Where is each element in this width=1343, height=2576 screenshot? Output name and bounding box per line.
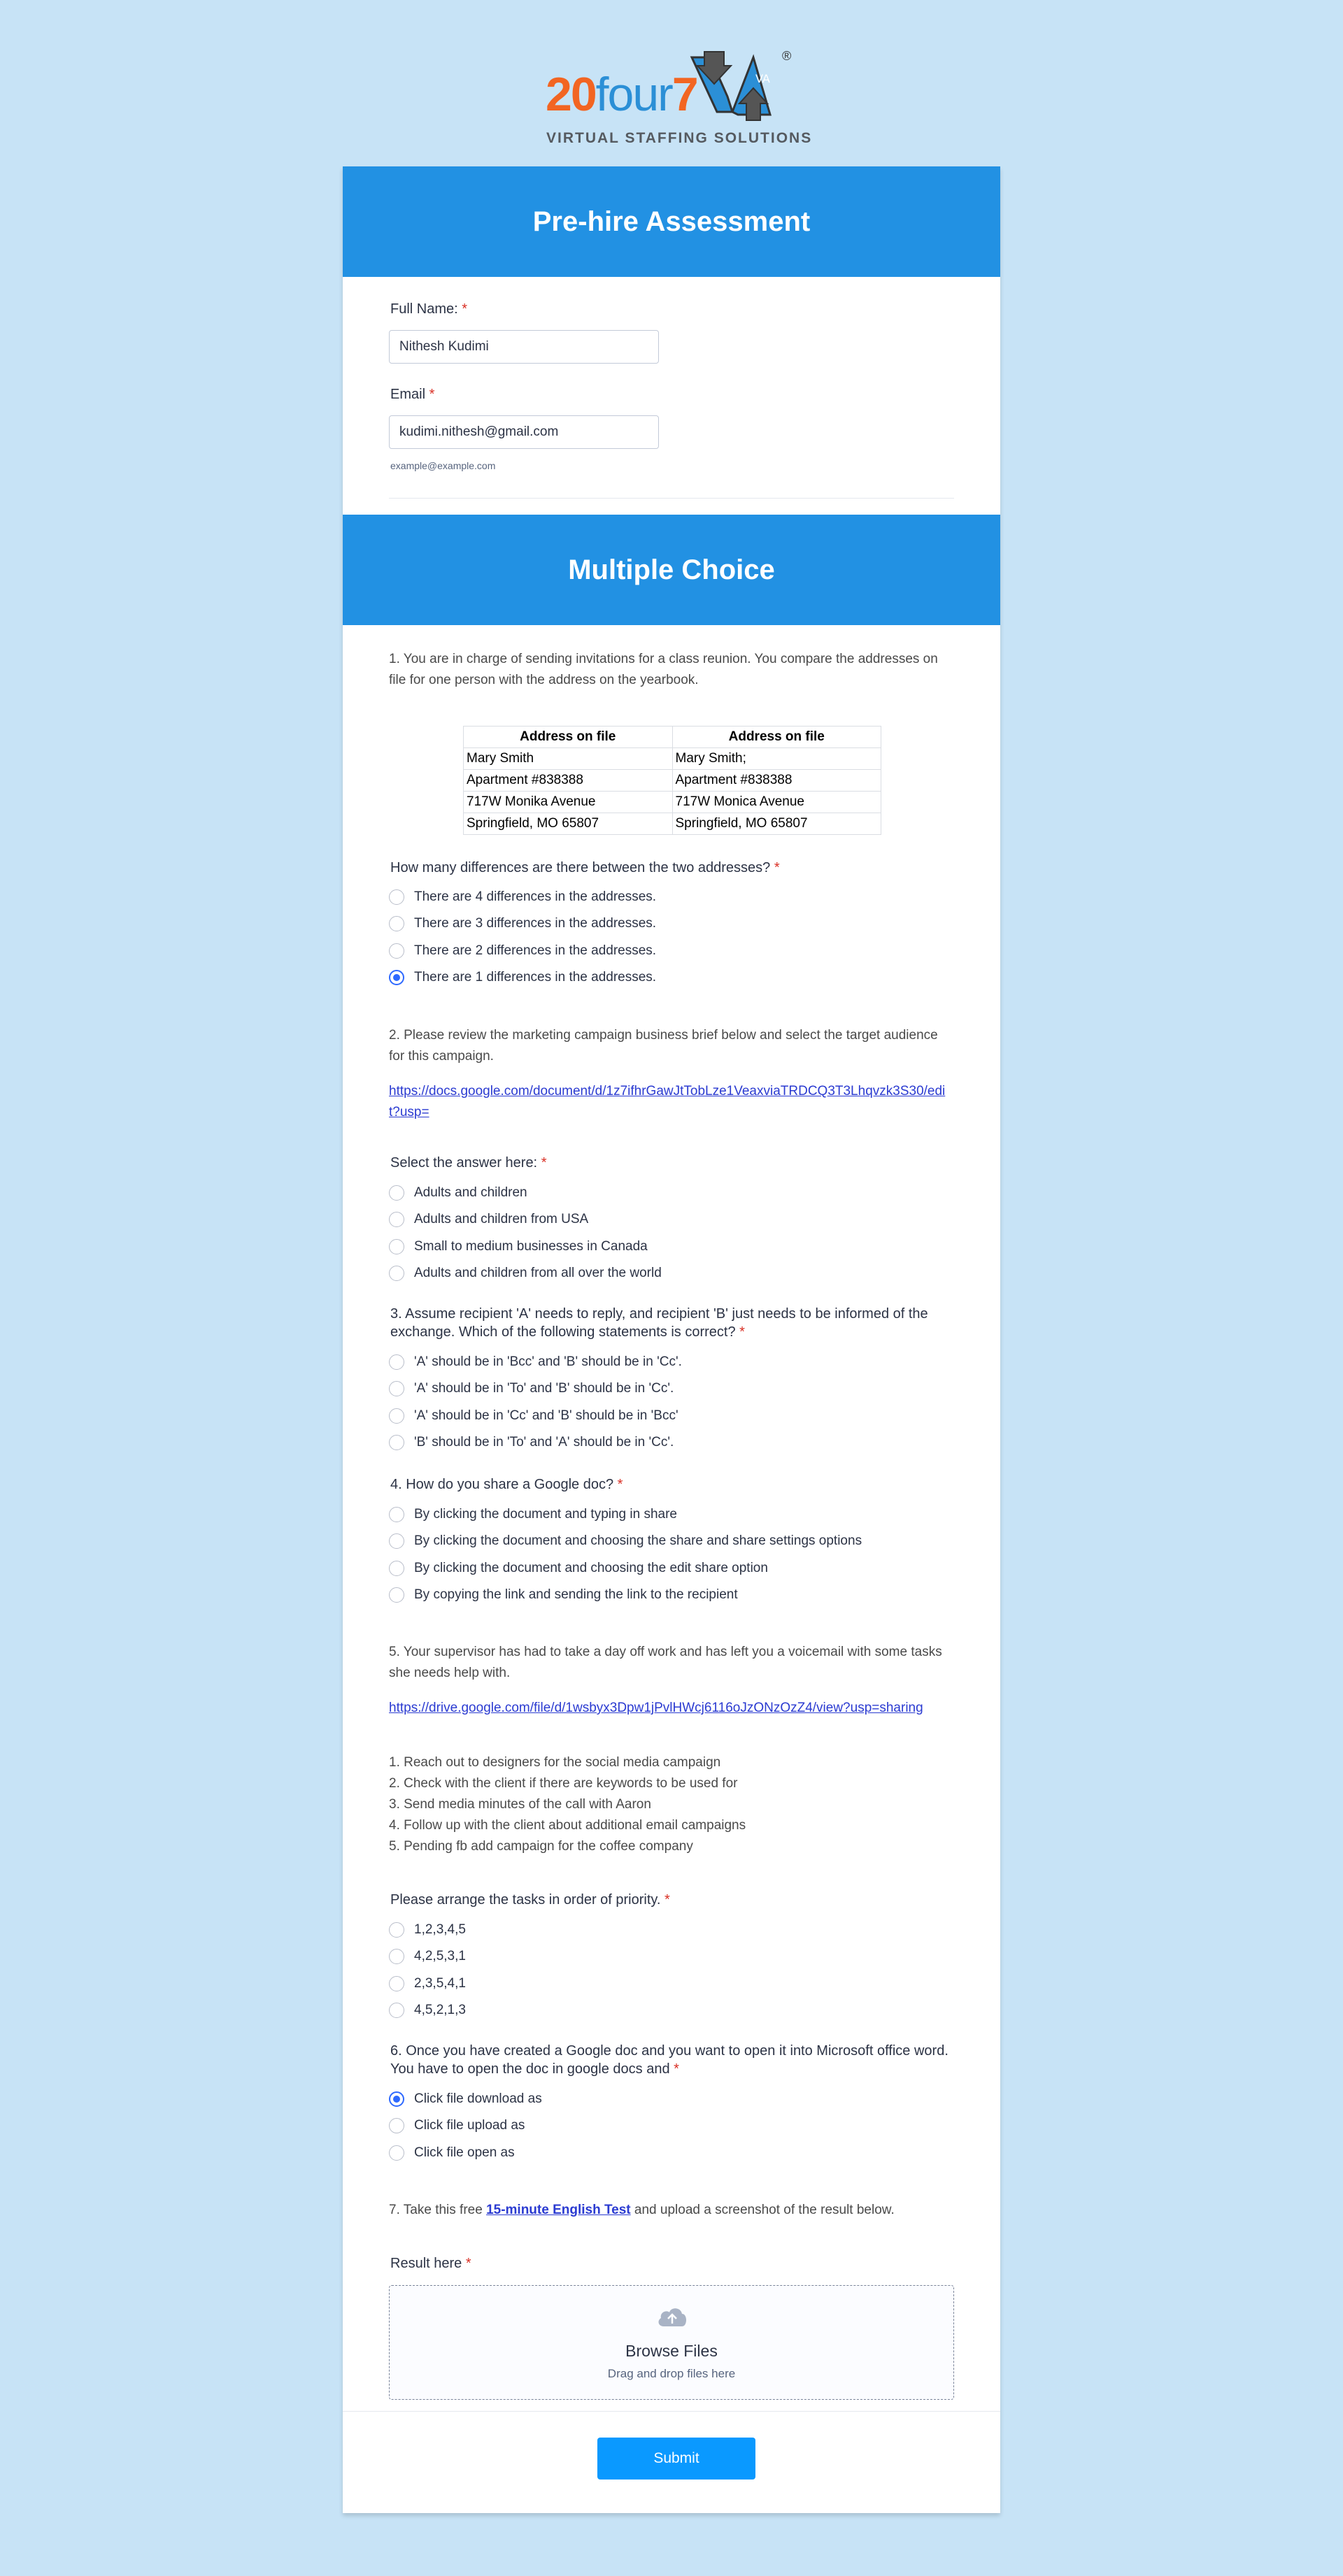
list-item: 2. Check with the client if there are keywords to be used for (389, 1776, 738, 1791)
q1-option[interactable]: There are 4 differences in the addresses. (389, 887, 656, 907)
table-cell: Apartment #838388 (672, 770, 881, 792)
table-cell: Springfield, MO 65807 (672, 813, 881, 835)
registered-mark: ® (782, 49, 792, 63)
q2-intro: 2. Please review the marketing campaign business brief below and select the target audience for this campaign. (389, 1028, 938, 1064)
q2-link[interactable]: https://docs.google.com/document/d/1z7ifhrGawJtTobLze1VeaxviaTRDCQ3T3Lhqvzk3S30/edit?usp= (389, 1084, 946, 1119)
radio-button-checked[interactable] (389, 2091, 404, 2107)
cloud-upload-icon (655, 2304, 689, 2329)
radio-button[interactable] (389, 1561, 404, 1576)
form-card (343, 166, 1000, 2513)
radio-button[interactable] (389, 889, 404, 905)
radio-button[interactable] (389, 1435, 404, 1450)
q4-option[interactable]: By clicking the document and choosing the edit share option (389, 1559, 768, 1578)
table-cell: 717W Monica Avenue (672, 792, 881, 813)
table-cell: 717W Monika Avenue (464, 792, 673, 813)
q6-option[interactable]: Click file upload as (389, 2116, 525, 2135)
divider (343, 2411, 1000, 2412)
q5-question: Please arrange the tasks in order of priority. * (390, 1892, 670, 1908)
browse-files-button[interactable]: Browse Files (625, 2342, 718, 2360)
radio-button[interactable] (389, 1381, 404, 1396)
email-label: Email * (390, 387, 435, 402)
table-row (464, 748, 881, 770)
list-item: 4. Follow up with the client about additional email campaigns (389, 1818, 746, 1833)
radio-button[interactable] (389, 1949, 404, 1964)
section-header (343, 515, 1000, 625)
list-item: 1. Reach out to designers for the social media campaign (389, 1755, 721, 1770)
q5-option[interactable]: 2,3,5,4,1 (389, 1974, 466, 1994)
table-cell: Mary Smith; (672, 748, 881, 770)
drag-drop-hint: Drag and drop files here (607, 2367, 736, 2380)
q7-question: Result here * (390, 2256, 471, 2271)
q1-option[interactable]: There are 2 differences in the addresses. (389, 941, 656, 961)
brand-logo (542, 48, 813, 152)
radio-button-checked[interactable] (389, 970, 404, 985)
q4-option[interactable]: By clicking the document and choosing the share and share settings options (389, 1531, 862, 1551)
q1-option[interactable]: There are 3 differences in the addresses. (389, 914, 656, 933)
radio-button[interactable] (389, 1922, 404, 1938)
english-test-link[interactable]: 15-minute English Test (486, 2203, 631, 2217)
radio-button[interactable] (389, 1587, 404, 1603)
table-cell: Springfield, MO 65807 (464, 813, 673, 835)
q1-question: How many differences are there between the two addresses? * (390, 860, 780, 875)
radio-button[interactable] (389, 2145, 404, 2161)
q5-link[interactable]: https://drive.google.com/file/d/1wsbyx3Dpw1jPvlHWcj6116oJzONzOzZ4/view?usp=sharing (389, 1701, 923, 1715)
q5-option[interactable]: 1,2,3,4,5 (389, 1920, 466, 1940)
q3-option[interactable]: 'A' should be in 'Cc' and 'B' should be in 'Bcc' (389, 1406, 678, 1426)
q6-question: 6. Once you have created a Google doc and you want to open it into Microsoft office word. You have to open the doc in google docs and * (390, 2043, 948, 2077)
radio-button[interactable] (389, 916, 404, 931)
q3-question: 3. Assume recipient 'A' needs to reply, and recipient 'B' just needs to be informed of the exchange. Which of the following statements is correct? * (390, 1306, 928, 1340)
list-item: 5. Pending fb add campaign for the coffee company (389, 1839, 693, 1854)
table-header: Address on file (464, 727, 673, 748)
radio-button[interactable] (389, 1185, 404, 1201)
table-row (464, 813, 881, 835)
logo-va-text: VA (755, 72, 770, 85)
q1-option-selected[interactable]: There are 1 differences in the addresses. (389, 968, 656, 987)
file-upload-dropzone[interactable] (389, 2285, 954, 2400)
radio-button[interactable] (389, 1354, 404, 1370)
full-name-input[interactable]: Nithesh Kudimi (389, 330, 659, 364)
q4-option[interactable]: By clicking the document and typing in share (389, 1505, 677, 1524)
radio-button[interactable] (389, 1533, 404, 1549)
logo-va-icon (689, 48, 780, 126)
q2-question: Select the answer here: * (390, 1155, 547, 1171)
submit-button[interactable]: Submit (597, 2438, 755, 2480)
logo-tagline: VIRTUAL STAFFING SOLUTIONS (546, 130, 813, 146)
q2-option[interactable]: Adults and children from all over the world (389, 1264, 662, 1283)
q5-option[interactable]: 4,2,5,3,1 (389, 1947, 466, 1966)
page-title: Pre-hire Assessment (532, 206, 811, 237)
q4-question: 4. How do you share a Google doc? * (390, 1477, 623, 1492)
radio-button[interactable] (389, 943, 404, 959)
radio-button[interactable] (389, 2118, 404, 2133)
divider (389, 498, 954, 499)
q6-option[interactable]: Click file open as (389, 2143, 515, 2163)
radio-button[interactable] (389, 1212, 404, 1227)
q1-intro: 1. You are in charge of sending invitations for a class reunion. You compare the addresses on file for one person with the address on the yearbook. (389, 652, 938, 687)
full-name-label: Full Name: * (390, 301, 468, 317)
table-cell: Apartment #838388 (464, 770, 673, 792)
q6-option-selected[interactable]: Click file download as (389, 2089, 542, 2109)
radio-button[interactable] (389, 1507, 404, 1522)
q2-option[interactable]: Adults and children (389, 1183, 527, 1203)
address-table (463, 726, 881, 835)
q5-option[interactable]: 4,5,2,1,3 (389, 2001, 466, 2020)
email-sublabel: example@example.com (390, 460, 496, 471)
email-input[interactable]: kudimi.nithesh@gmail.com (389, 415, 659, 449)
q7-intro: 7. Take this free 15-minute English Test and upload a screenshot of the result below. (389, 2203, 895, 2217)
q4-option[interactable]: By copying the link and sending the link to the recipient (389, 1585, 738, 1605)
radio-button[interactable] (389, 1408, 404, 1424)
radio-button[interactable] (389, 1976, 404, 1991)
table-row (464, 770, 881, 792)
q5-task-list (389, 1752, 954, 1857)
q5-intro: 5. Your supervisor has had to take a day off work and has left you a voicemail with some tasks she needs help with. (389, 1645, 942, 1680)
q2-option[interactable]: Adults and children from USA (389, 1210, 588, 1229)
form-header (343, 166, 1000, 277)
table-header-row (464, 727, 881, 748)
table-header: Address on file (672, 727, 881, 748)
list-item: 3. Send media minutes of the call with Aaron (389, 1797, 651, 1812)
section-title: Multiple Choice (568, 554, 775, 585)
radio-button[interactable] (389, 1239, 404, 1254)
q2-option[interactable]: Small to medium businesses in Canada (389, 1237, 648, 1257)
q3-option[interactable]: 'A' should be in 'To' and 'B' should be in 'Cc'. (389, 1379, 674, 1398)
radio-button[interactable] (389, 2003, 404, 2018)
logo-wordmark: 20four7 (546, 68, 697, 121)
q3-option[interactable]: 'A' should be in 'Bcc' and 'B' should be in 'Cc'. (389, 1352, 682, 1372)
table-cell: Mary Smith (464, 748, 673, 770)
radio-button[interactable] (389, 1266, 404, 1281)
q3-option[interactable]: 'B' should be in 'To' and 'A' should be in 'Cc'. (389, 1433, 674, 1452)
table-row (464, 792, 881, 813)
